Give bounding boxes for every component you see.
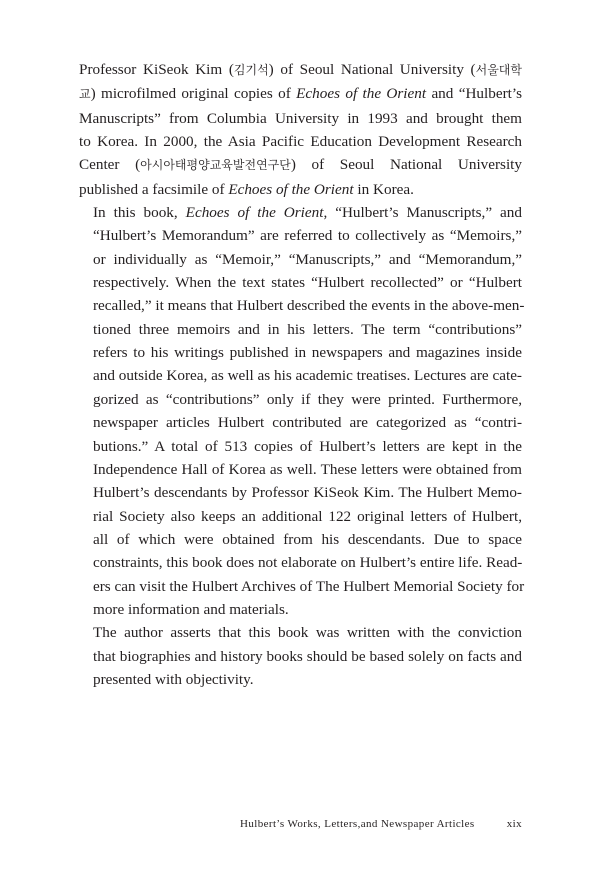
text-run: or individually as “Memoir,” “Manuscripts,” and “Memorandum,” — [93, 250, 522, 268]
text-line — [79, 551, 522, 574]
running-head: Hulbert’s Works, Letters,and Newspaper Articles — [240, 818, 475, 830]
text-run: ) of Seoul National University — [290, 156, 523, 174]
text-run: ) of Seoul National University ( — [268, 61, 476, 78]
text-line — [79, 224, 522, 247]
korean-text: 서울대학 — [475, 63, 522, 77]
text-run: Manuscripts” from Columbia University in 1993 and brought them — [79, 109, 522, 127]
text-run: ers can visit the Hulbert Archives of The Hulbert Memorial Society for — [93, 577, 525, 595]
text-run: published a facsimile of — [79, 180, 229, 198]
text-line — [79, 481, 522, 504]
text-line — [79, 318, 522, 341]
text-run: In this book, — [93, 204, 186, 222]
text-run: tioned three memoirs and in his letters. The term “contributions” — [93, 320, 522, 338]
text-run: gorized as “contributions” only if they were printed. Furthermore, — [93, 390, 522, 408]
text-run: rial Society also keeps an additional 122 original letters of Hulbert, — [93, 507, 522, 525]
text-line — [79, 58, 522, 82]
paragraph-3 — [79, 621, 522, 691]
text-line — [79, 575, 525, 598]
korean-text: 아시아태평양교육발전연구단 — [140, 158, 291, 173]
text-run: The author asserts that this book was written with the conviction — [93, 624, 522, 642]
text-line — [79, 505, 522, 528]
text-line — [79, 271, 522, 294]
korean-text: 김기석 — [233, 63, 269, 77]
text-run: to Korea. In 2000, the Asia Pacific Education Development Research — [79, 133, 522, 151]
text-line — [79, 388, 522, 411]
text-line — [79, 364, 522, 387]
text-run: recalled,” it means that Hulbert described the events in the above-men- — [93, 297, 525, 315]
text-run: and “Hulbert’s — [426, 85, 522, 103]
text-run: in Korea. — [353, 180, 414, 198]
page-body — [79, 58, 525, 691]
text-line — [79, 153, 522, 177]
paragraph-2 — [79, 201, 525, 621]
text-run: ) microfilmed original copies of — [90, 85, 297, 103]
text-line — [79, 598, 522, 621]
text-line — [79, 621, 522, 644]
book-title: Echoes of the Orient — [228, 180, 354, 198]
text-line — [79, 458, 522, 481]
text-line — [79, 435, 522, 458]
text-run: refers to his writings published in newspapers and magazines inside — [93, 344, 522, 362]
text-line — [79, 82, 522, 106]
text-run: Center ( — [79, 156, 141, 174]
paragraph-1 — [79, 58, 522, 201]
text-line — [79, 645, 522, 668]
text-line — [79, 411, 522, 434]
text-line — [79, 528, 522, 551]
text-run: respectively. When the text states “Hulbert recollected” or “Hulbert — [93, 274, 522, 292]
text-line — [79, 248, 522, 271]
korean-text: 교 — [79, 87, 91, 102]
text-run: all of which were obtained from his descendants. Due to space — [93, 530, 522, 548]
page-footer — [240, 818, 522, 830]
page-number: xix — [506, 818, 522, 830]
text-line — [79, 130, 522, 153]
text-run: constraints, this book does not elaborate on Hulbert’s entire life. Read- — [93, 554, 523, 572]
text-run: presented with objectivity. — [93, 670, 254, 688]
text-line — [79, 341, 522, 364]
text-run: and outside Korea, as well as his academic treatises. Lectures are cate- — [93, 367, 522, 385]
text-run: that biographies and history books should be based solely on facts and — [93, 647, 522, 665]
text-run: , “Hulbert’s Manuscripts,” and — [323, 204, 522, 222]
text-run: newspaper articles Hulbert contributed are categorized as “contri- — [93, 414, 522, 432]
book-title: Echoes of the Orient — [185, 204, 324, 222]
text-line — [79, 107, 522, 130]
text-line — [79, 294, 525, 317]
text-run: Professor KiSeok Kim ( — [79, 61, 234, 78]
text-line — [79, 201, 522, 224]
text-run: “Hulbert’s Memorandum” are referred to collectively as “Memoirs,” — [93, 227, 522, 245]
text-line — [79, 668, 522, 691]
text-run: more information and materials. — [93, 600, 289, 618]
text-run: butions.” A total of 513 copies of Hulbert’s letters are kept in the — [93, 437, 522, 455]
text-run: Hulbert’s descendants by Professor KiSeok Kim. The Hulbert Memo- — [93, 484, 522, 502]
book-title: Echoes of the Orient — [296, 85, 427, 103]
text-run: Independence Hall of Korea as well. These letters were obtained from — [93, 460, 522, 478]
text-line — [79, 178, 522, 201]
